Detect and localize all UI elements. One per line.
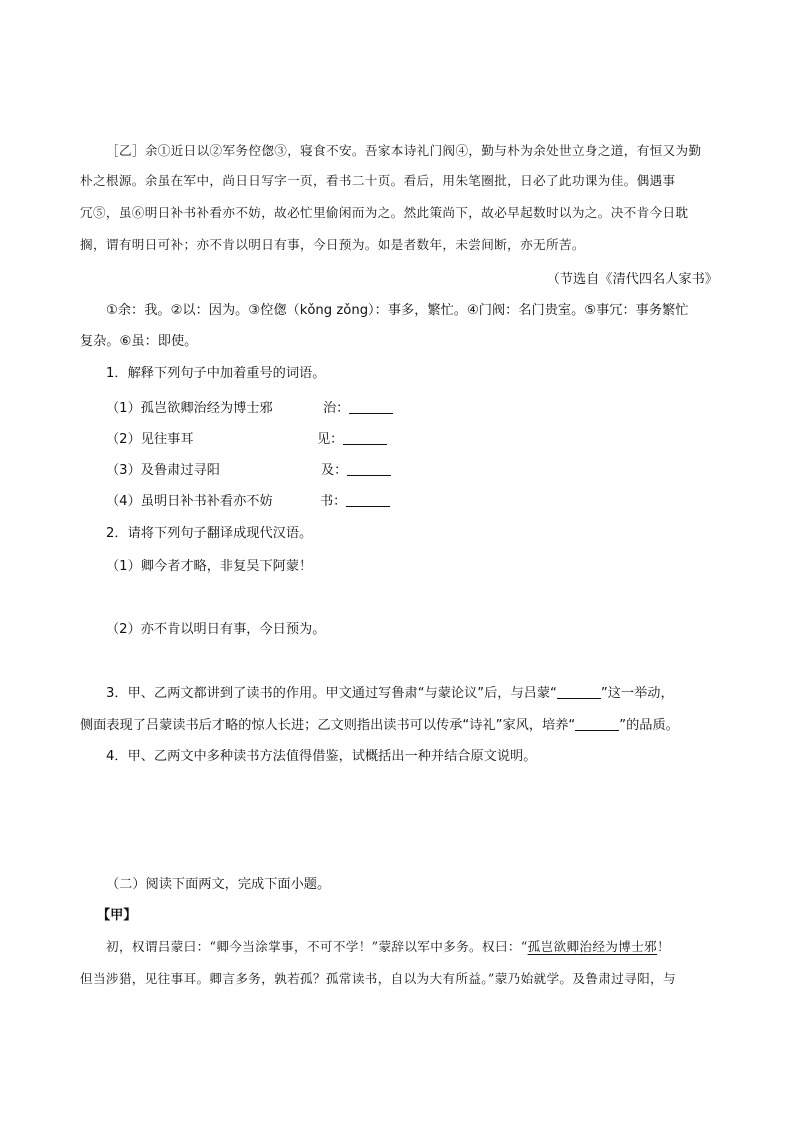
question-4-stem: 4．甲、乙两文中多种读书方法值得借鉴，试概括出一种并结合原文说明。 [106,749,537,764]
q2-item-2: （2）亦不肯以明日有事，今日预为。 [106,622,326,637]
source-citation: （节选自《清代四名人家书》 [546,272,718,287]
yi-passage-line-3: 冗⑤，虽⑥明日补书补看亦不妨，故必忙里偷闲而为之。然此策尚下，故必早起数时以为之。决不肯今日耽 [80,205,689,220]
q1-item-4-word: 书： [320,490,390,509]
question-3-line-1: 3．甲、乙两文都讲到了读书的作用。甲文通过写鲁肃“与蒙论议”后，与吕蒙“ ”这一举动， [106,686,674,701]
q1-item-1-word: 治： [323,397,393,416]
yi-passage-line-1: ［乙］余①近日以②军务倥偬③，寝食不安。吾家本诗礼门阀④，勤与朴为余处世立身之道，有恒又为勤 [106,143,702,158]
annotation-line-1: ①余：我。②以：因为。③倥偬（kǒng zǒng）：事多，繁忙。④门阀：名门贵室。⑤事冗：事务繁忙 [106,303,689,318]
yi-passage-line-4: 搁，谓有明日可补；亦不肯以明日有事，今日预为。如是者数年，未尝间断，亦无所苦。 [80,237,585,252]
q2-item-1: （1）卿今者才略，非复吴下阿蒙！ [106,559,313,574]
question-2-stem: 2．请将下列句子翻译成现代汉语。 [106,526,313,541]
q1-item-3-word: 及： [321,459,391,478]
q1-item-1-sentence: （1）孤岂欲卿治经为博士邪 [106,401,273,416]
q1-item-1-blank[interactable] [349,400,393,414]
q1-item-3-sentence: （3）及鲁肃过寻阳 [106,463,220,478]
yi-passage-line-2: 朴之根源。余虽在军中，尚日日写字一页，看书二十页。看后，用朱笔圈批，日必了此功课为佳。偶遇事 [80,173,676,188]
q3-blank-1[interactable] [557,685,601,699]
q1-item-2-word: 见： [317,428,387,447]
q1-item-4-blank[interactable] [346,493,390,507]
question-3-line-2: 侧面表现了吕蒙读书后才略的惊人长进；乙文则指出读书可以传承“诗礼”家风，培养“ ”的品质。 [80,718,679,733]
q1-item-4-sentence: （4）虽明日补书补看亦不妨 [106,494,273,509]
q1-item-2-sentence: （2）见往事耳 [106,432,194,447]
q3-blank-2[interactable] [575,717,619,731]
q1-item-2-blank[interactable] [343,431,387,445]
q1-item-3-blank[interactable] [347,462,391,476]
annotation-line-2: 复杂。⑥虽：即使。 [80,334,198,349]
jia-passage-line-2: 但当涉猎，见往事耳。卿言多务，孰若孤？孤常读书，自以为大有所益。”蒙乃始就学。及鲁肃过寻阳，与 [80,971,676,986]
jia-passage-line-1: 初，权谓吕蒙曰：“卿今当涂掌事，不可不学！”蒙辞以军中多务。权曰：“孤岂欲卿治经为博士邪！ [106,939,671,954]
underlined-sentence: 孤岂欲卿治经为博士邪 [527,939,658,954]
question-1-stem: 1．解释下列句子中加着重号的词语。 [106,366,326,381]
section-2-title: （二）阅读下面两文，完成下面小题。 [106,877,331,892]
passage-jia-label: 【甲】 [97,908,137,923]
